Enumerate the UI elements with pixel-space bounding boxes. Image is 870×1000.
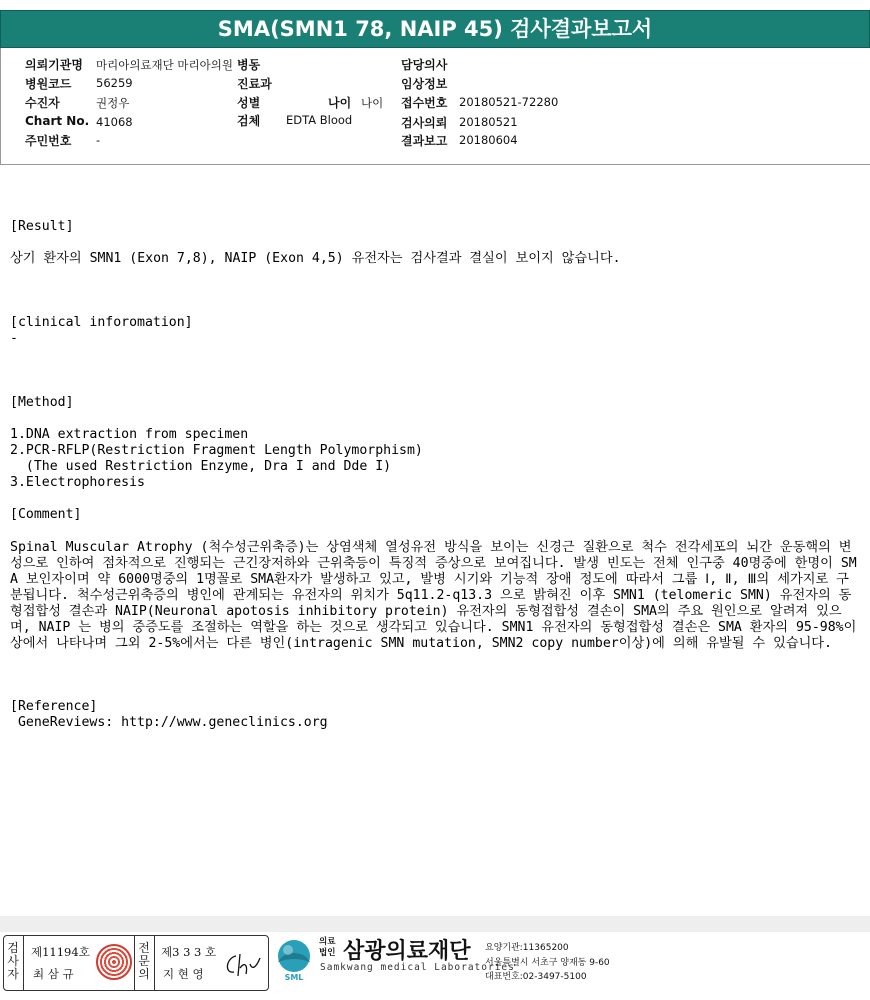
age-label: 나이: [328, 96, 352, 110]
org-type: 의료 법인: [319, 937, 336, 958]
report-date-value: 20180604: [459, 133, 518, 147]
method-line: (The used Restriction Enzyme, Dra I and Dde I): [10, 459, 392, 474]
resident-no-label: 주민번호: [25, 134, 72, 148]
sex-label: 성별: [237, 96, 261, 110]
org-name: 삼광의료재단: [343, 939, 471, 964]
request-value: 20180521: [459, 115, 518, 129]
hospital-code-label: 병원코드: [25, 77, 72, 91]
receipt-no-value: 20180521-72280: [459, 95, 559, 109]
physician-label: 담당의사: [401, 58, 448, 72]
chart-no-value: 41068: [96, 115, 133, 129]
signature-box: [3, 935, 269, 991]
resident-no-value: -: [96, 133, 101, 147]
institution-label: 의뢰기관명: [25, 58, 83, 72]
request-label: 검사의뢰: [401, 116, 448, 130]
chart-no-label: Chart No.: [25, 114, 90, 128]
address-line: 서울특별시 서초구 양재동 9-60: [485, 958, 610, 968]
receipt-no-label: 접수번호: [401, 96, 448, 110]
clinical-heading: [clinical inforomation]: [10, 315, 193, 330]
signature-mark: [222, 950, 262, 980]
sml-logo: [270, 936, 318, 984]
tester-label: 검 사 자: [7, 941, 19, 981]
department-label: 진료과: [237, 77, 272, 91]
method-heading: [Method]: [10, 395, 74, 410]
hospital-code-value: 56259: [96, 76, 133, 90]
specimen-label: 검체: [237, 114, 261, 128]
code-line: 요양기관:11365200: [485, 943, 569, 953]
report-date-label: 결과보고: [401, 134, 448, 148]
comment-heading: [Comment]: [10, 507, 82, 522]
specialist-license: 제3 3 3 호: [161, 945, 217, 959]
method-line: 3.Electrophoresis: [10, 475, 145, 490]
phone-line: 대표번호:02-3497-5100: [485, 972, 587, 982]
examinee-value: 권정우: [96, 96, 130, 110]
specimen-value: EDTA Blood: [286, 113, 353, 127]
institution-value: 마리아의료재단 마리아의원: [96, 58, 233, 72]
examinee-label: 수진자: [25, 96, 60, 110]
footer-divider: [0, 916, 870, 932]
tester-name: 최 삼 규: [33, 967, 74, 981]
seal-stamp: [96, 944, 132, 980]
result-text: 상기 환자의 SMN1 (Exon 7,8), NAIP (Exon 4,5) 유전자는 검사결과 결실이 보이지 않습니다.: [10, 251, 621, 266]
org-english-name: Samkwang medical Laboratories: [320, 962, 515, 973]
method-line: 1.DNA extraction from specimen: [10, 427, 249, 442]
clinical-text: -: [10, 331, 18, 346]
svg-text:SML: SML: [284, 973, 304, 982]
reference-text: GeneReviews: http://www.geneclinics.org: [10, 715, 328, 730]
comment-text: Spinal Muscular Atrophy (척수성근위축증)는 상염색체 열성유전 방식을 보이는 신경근 질환으로 척수 전각세포의 뇌간 운동핵의 변성으로 인하여 점차적으로 진행되는 근긴장저하와 근위축등이 특징적 증상으로 보여집니다. 발생 빈도는 전체 인구중 40명중에 한명이 SMA 보인자이며 약 6000명중의 1명꼴로 SMA환자가 발생하고 있고, 발병 시기와 기능적 장애 정도에 따라서 그룹 Ⅰ, Ⅱ, Ⅲ의 세가지로 구분됩니다. 척수성근위축증의 병인에 관계되는 유전자의 위치가 5q11.2-q13.3 으로 밝혀진 이후 SMN1 (telomeric SMN) 유전자의 동형접합성 결손과 NAIP(Neuronal apotosis inhibitory protein) 유전자의 동형접합성 결손이 SMA의 주요 원인으로 알려져 있으며, NAIP 는 병의 중증도를 조절하는 역할을 하는 것으로 생각되고 있습니다. SMN1 유전자의 동형접합성 결손은 SMA 환자의 95-98%이상에서 나타나며 그외 2-5%에서는 다른 병인(intragenic SMN mutation, SMN2 copy number이상)에 의해 유발될 수 있습니다.: [10, 540, 857, 651]
method-line: 2.PCR-RFLP(Restriction Fragment Length Polymorphism): [10, 443, 423, 458]
tester-license: 제11194호: [31, 945, 90, 959]
report-title: SMA(SMN1 78, NAIP 45) 검사결과보고서: [0, 10, 870, 48]
specialist-label: 전 문 의: [138, 941, 150, 981]
reference-heading: [Reference]: [10, 699, 98, 714]
patient-info-panel: [0, 48, 870, 165]
specialist-name: 지 현 영: [163, 967, 204, 981]
age-value: 나이: [361, 96, 384, 110]
ward-label: 병동: [237, 58, 261, 72]
result-heading: [Result]: [10, 219, 74, 234]
clinical-info-label: 임상정보: [401, 77, 448, 91]
